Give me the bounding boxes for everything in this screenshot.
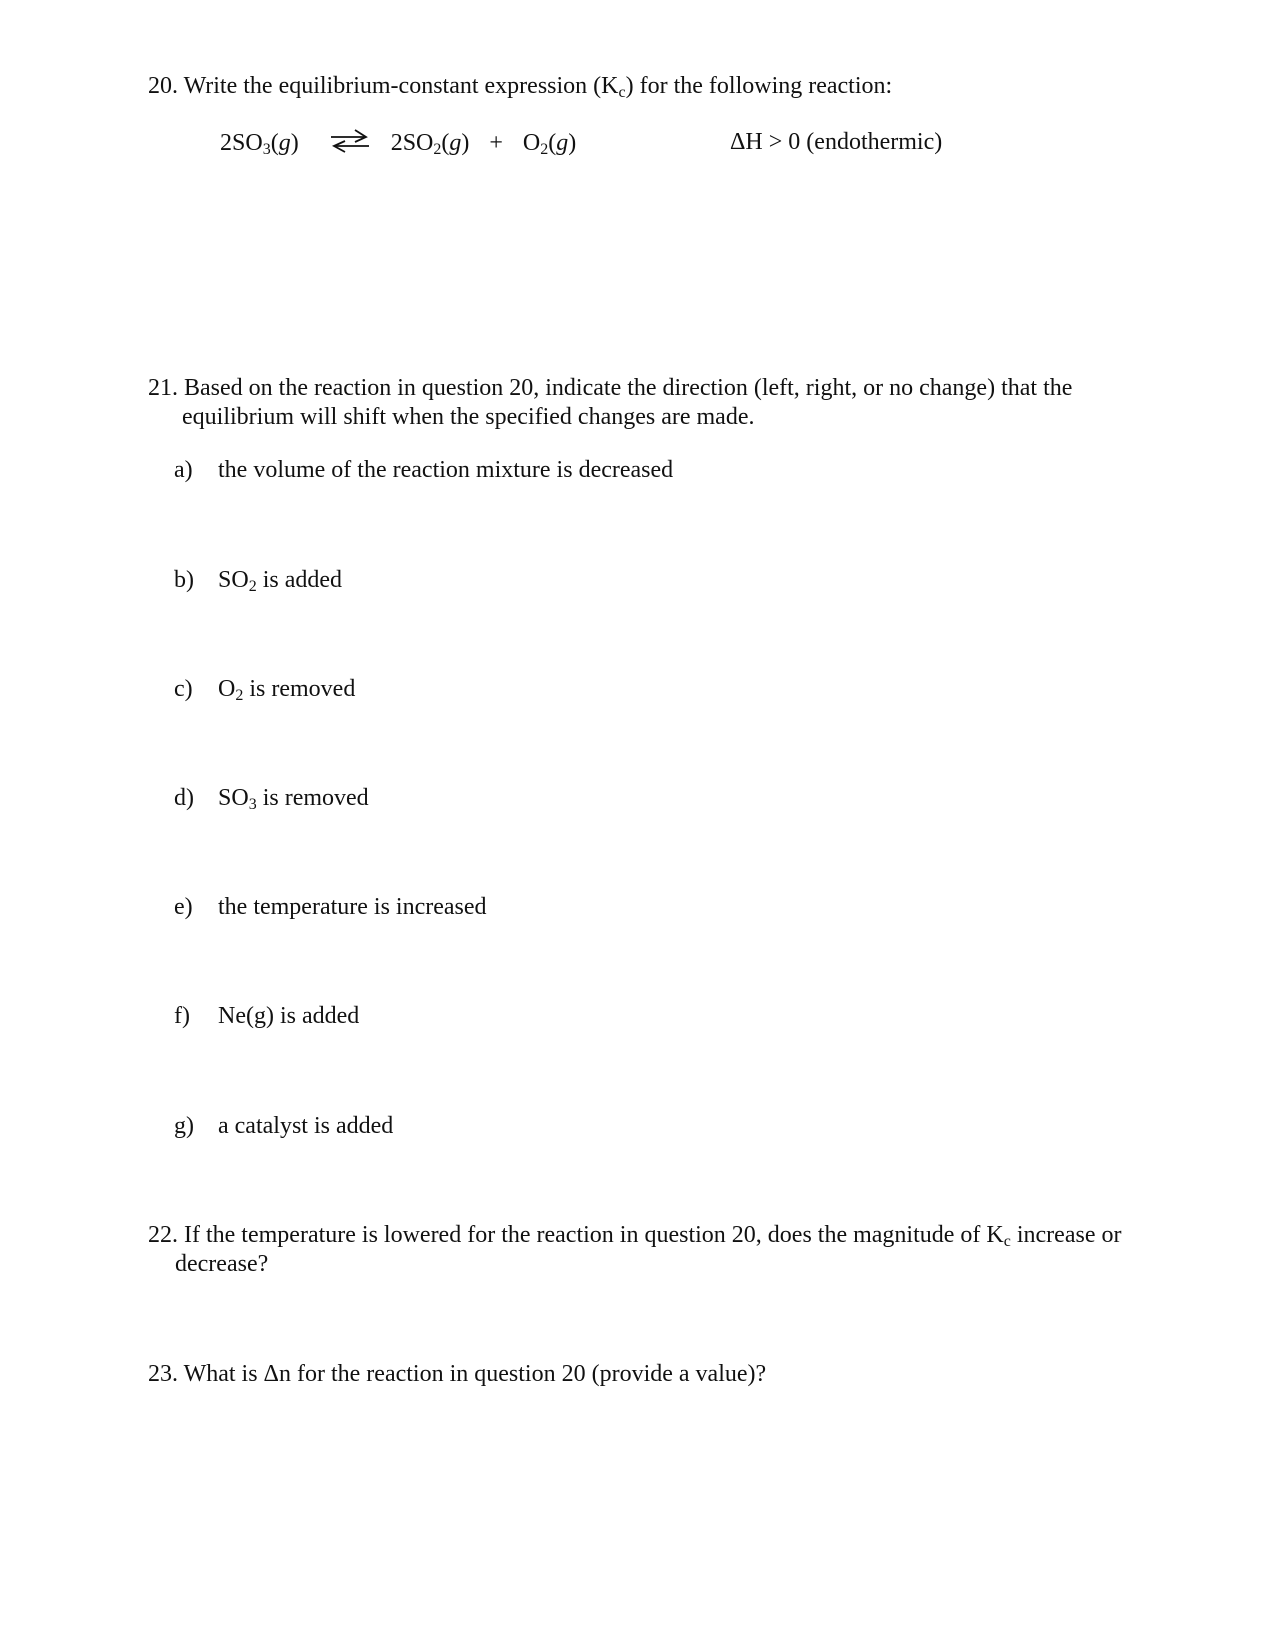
- item-letter: a): [174, 457, 193, 483]
- list-item-e: [174, 893, 487, 922]
- equilibrium-arrow-icon: [327, 128, 373, 154]
- item-letter: c): [174, 676, 193, 702]
- question-number: 23.: [148, 1361, 178, 1387]
- question-text-line1: 22. If the temperature is lowered for the reaction in question 20, does the magnitude of $K_c$ increase or: [148, 1222, 1122, 1250]
- list-item-c: [174, 675, 355, 704]
- reaction-equation: [220, 128, 576, 158]
- question-23: [148, 1360, 766, 1389]
- item-text: a catalyst is added: [218, 1113, 394, 1139]
- question-20: [148, 72, 892, 101]
- plus-sign: +: [489, 130, 503, 156]
- enthalpy-note: ΔH > 0 (endothermic): [730, 129, 943, 155]
- question-text-line2: decrease?: [175, 1251, 269, 1277]
- product-so2: $2SO_2(g)$: [390, 130, 470, 158]
- item-letter: g): [174, 1113, 194, 1139]
- item-text: the volume of the reaction mixture is decreased: [218, 457, 674, 483]
- list-item-a: [174, 456, 673, 485]
- item-text: $SO_3$ is removed: [218, 785, 369, 813]
- item-letter: f): [174, 1003, 190, 1029]
- list-item-b: [174, 566, 342, 595]
- item-text: the temperature is increased: [218, 894, 487, 920]
- question-number: 20.: [148, 73, 178, 99]
- item-letter: d): [174, 785, 194, 811]
- reactant-so3: $2SO_3(g)$: [220, 130, 299, 158]
- item-text: Ne(g) is added: [218, 1003, 360, 1029]
- product-o2: $O_2(g)$: [522, 130, 577, 158]
- list-item-d: [174, 784, 369, 813]
- item-letter: b): [174, 567, 194, 593]
- question-22: [148, 1221, 1121, 1279]
- question-text-line2: equilibrium will shift when the specified changes are made.: [182, 404, 755, 430]
- item-text: $SO_2$ is added: [218, 567, 342, 595]
- question-text-line1: 21. Based on the reaction in question 20, indicate the direction (left, right, or no change) that the: [148, 375, 1073, 401]
- item-letter: e): [174, 894, 193, 920]
- item-text: $O_2$ is removed: [218, 676, 356, 704]
- question-text: What is Δn for the reaction in question 20 (provide a value)?: [183, 1361, 767, 1387]
- list-item-g: [174, 1112, 393, 1141]
- list-item-f: [174, 1002, 359, 1031]
- question-text: Write the equilibrium-constant expression $(K_c)$ for the following reaction:: [183, 73, 893, 101]
- question-21: [148, 374, 1072, 432]
